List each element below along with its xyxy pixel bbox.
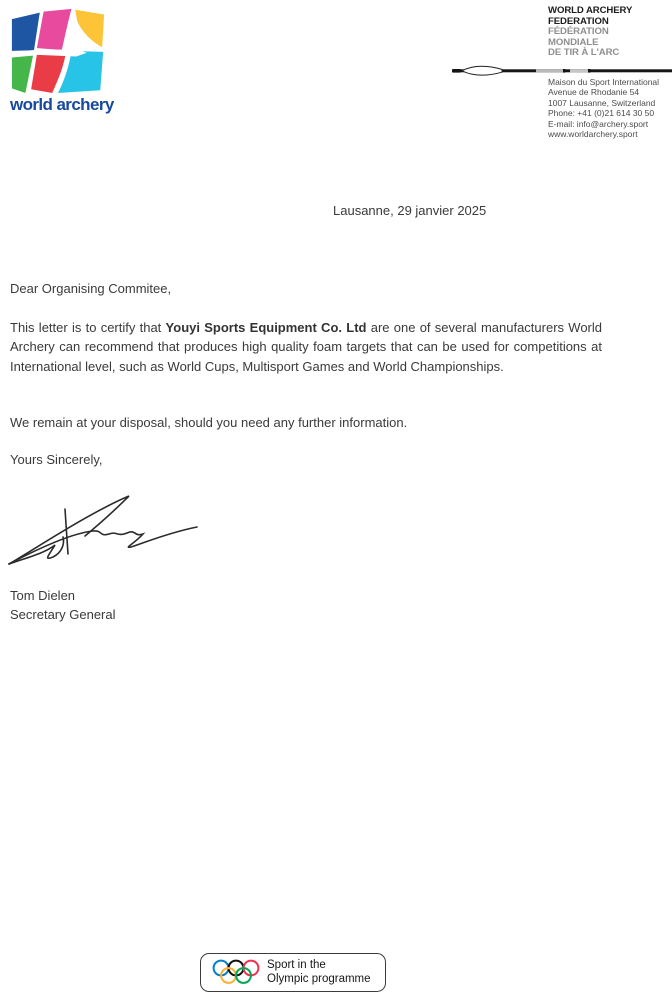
world-archery-logo-icon [10,7,106,93]
signature-icon [5,486,207,570]
federation-name-fr: MONDIALE [548,36,599,48]
address-line: Avenue de Rhodanie 54 [548,87,640,98]
closing-line: Yours Sincerely, [10,452,103,467]
address-block [548,77,659,139]
letter-body-paragraph [10,318,602,376]
body-text-post: are one of several manufacturers World Archery can recommend that produces high quality foam targets that can be used for competitions at International level, such as World Cups, Multisport Games and World Championships. [10,320,602,374]
federation-name-block [548,6,632,59]
federation-name-fr: FÉDÉRATION [548,26,609,38]
logo-piece-pink [37,9,72,50]
badge-text-line: Sport in the [267,959,326,972]
federation-name-fr: DE TIR À L'ARC [548,47,620,59]
date-line: Lausanne, 29 janvier 2025 [333,203,487,218]
world-archery-logo [10,7,114,114]
logo-piece-green [12,56,33,93]
signature-image [5,486,207,575]
salutation: Dear Organising Commitee, [10,281,172,296]
logo-piece-blue [12,13,40,53]
address-line: 1007 Lausanne, Switzerland [548,97,656,108]
badge-text-line: Olympic programme [267,972,371,985]
disposal-line: We remain at your disposal, should you need any further information. [10,415,408,430]
company-name: Youyi Sports Equipment Co. Ltd [165,320,367,335]
body-text-pre: This letter is to certify that [10,320,166,335]
logo-wordmark: world archery [10,95,114,114]
olympic-programme-badge [200,953,386,992]
logo-piece-red [31,54,66,93]
address-line: E-mail: info@archery.sport [548,118,649,129]
address-line: Phone: +41 (0)21 614 30 50 [548,108,655,119]
address-line: Maison du Sport International [548,77,660,87]
federation-name-en: FEDERATION [548,15,609,27]
signer-title: Secretary General [10,607,116,622]
badge-text [267,959,371,986]
logo-piece-yellow [75,10,104,47]
signer-name: Tom Dielen [10,588,76,603]
olympic-rings-icon [212,959,260,986]
address-line: www.worldarchery.sport [548,129,638,140]
federation-name-en: WORLD ARCHERY [548,5,633,16]
